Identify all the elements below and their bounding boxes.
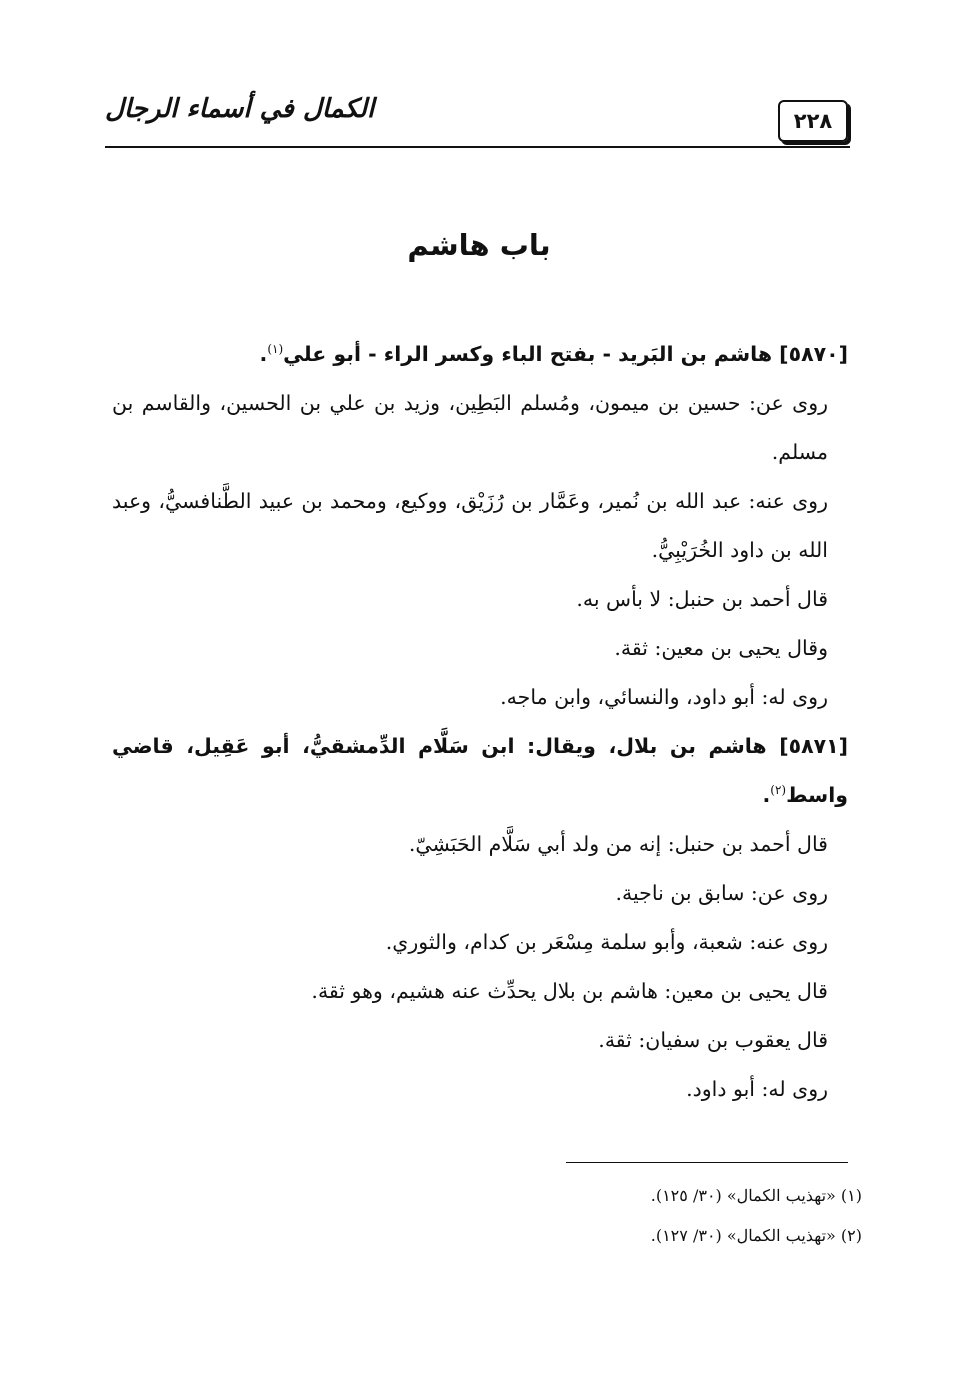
entry-line: روى عنه: شعبة، وأبو سلمة مِسْعَر بن كدام، والثوري.	[385, 930, 828, 954]
entry-line: روى عن: سابق بن ناجية.	[615, 881, 828, 905]
header-rule	[105, 146, 850, 148]
entry-line: قال أحمد بن حنبل: لا بأس به.	[576, 587, 828, 611]
book-title-calligraphy: الكمال في أسماء الرجال	[105, 94, 375, 124]
entry-line: روى عنه: عبد الله بن نُمير، وعَمَّار بن رُزَيْق، ووكيع، ومحمد بن عبيد الطَّنافسيُّ، وعبد الله بن داود الخُرَيْبِيُّ.	[112, 489, 828, 562]
footnote: (٢) «تهذيب الكمال» (٣٠/ ١٢٧).	[650, 1226, 862, 1245]
footnote: (١) «تهذيب الكمال» (٣٠/ ١٢٥).	[650, 1186, 862, 1205]
entry-heading-end: .	[762, 783, 771, 807]
entry-heading	[112, 722, 848, 820]
footnote-separator	[566, 1162, 848, 1163]
footnotes	[362, 1176, 862, 1256]
footnote-ref: (١)	[267, 342, 284, 357]
entry-heading	[112, 330, 848, 379]
entry-heading-text: [٥٨٧١] هاشم بن بلال، ويقال: ابن سَلَّام الدِّمشقيُّ، أبو عَقِيل، قاضي واسط	[112, 734, 848, 807]
page-number: ٢٢٨	[778, 100, 848, 142]
entry-line: قال أحمد بن حنبل: إنه من ولد أبي سَلَّام الحَبَشِيّ.	[408, 832, 828, 856]
entry-line: روى له: أبو داود.	[686, 1077, 828, 1101]
entry-line: قال يحيى بن معين: هاشم بن بلال يحدِّث عنه هشيم، وهو ثقة.	[311, 979, 828, 1003]
entry-line: روى له: أبو داود، والنسائي، وابن ماجه.	[500, 685, 828, 709]
footnote-ref: (٢)	[770, 783, 787, 798]
chapter-title: باب هاشم	[407, 228, 551, 262]
entry-line: وقال يحيى بن معين: ثقة.	[614, 636, 828, 660]
entry-line: قال يعقوب بن سفيان: ثقة.	[598, 1028, 828, 1052]
page-header	[105, 88, 850, 152]
main-text	[112, 330, 848, 1114]
entry-heading-text: [٥٨٧٠] هاشم بن البَريد - بفتح الباء وكسر الراء - أبو علي	[283, 342, 848, 366]
entry-line: روى عن: حسين بن ميمون، ومُسلم البَطِين، وزيد بن علي بن الحسين، والقاسم بن مسلم.	[112, 391, 828, 464]
entry-heading-end: .	[259, 342, 268, 366]
